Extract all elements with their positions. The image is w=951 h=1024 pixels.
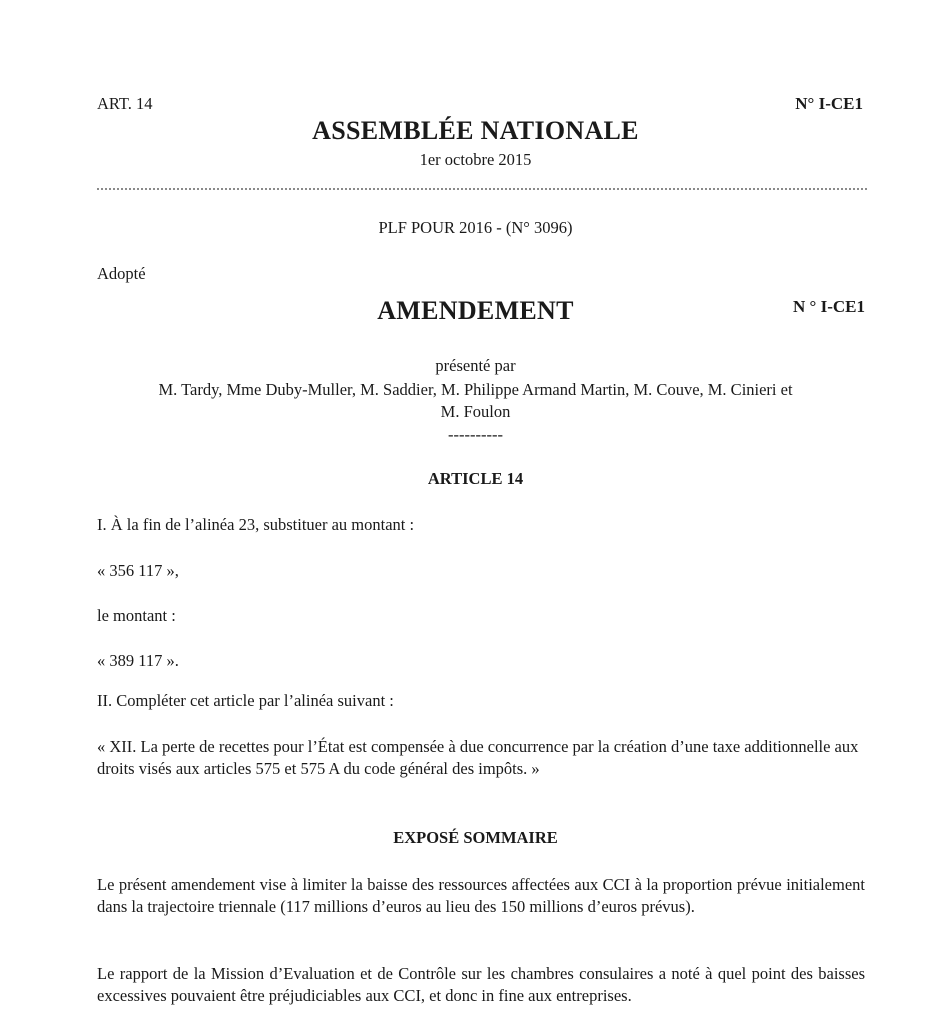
summary-heading: EXPOSÉ SOMMAIRE	[393, 828, 558, 847]
authors-separator: ----------	[448, 425, 503, 444]
article-paragraph: II. Compléter cet article par l’alinéa suivant :	[97, 691, 394, 710]
summary-paragraph: Le présent amendement vise à limiter la baisse des ressources affectées aux CCI à la proportion prévue initialement dans la trajectoire triennale (117 millions d’euros au lieu des 150 millions d’euros prévus).	[97, 875, 865, 916]
amendment-number-top: N° I-CE1	[795, 94, 863, 113]
presented-by-label: présenté par	[435, 356, 516, 375]
document-date: 1er octobre 2015	[419, 150, 532, 169]
authors-line-2: M. Foulon	[440, 402, 511, 421]
article-paragraph: le montant :	[97, 606, 176, 625]
article-paragraph: « 389 117 ».	[97, 651, 179, 670]
summary-paragraph: Le rapport de la Mission d’Evaluation et de Contrôle sur les chambres consulaires a noté à quel point des baisses excessives pouvaient être préjudiciables aux CCI, et donc in fine aux entreprises.	[97, 964, 865, 1005]
header-divider	[97, 188, 867, 190]
adoption-status: Adopté	[97, 264, 146, 283]
article-paragraph: I. À la fin de l’alinéa 23, substituer au montant :	[97, 515, 415, 534]
article-reference: ART. 14	[97, 94, 153, 113]
authors-line-1: M. Tardy, Mme Duby-Muller, M. Saddier, M. Philippe Armand Martin, M. Couve, M. Cinieri et	[158, 380, 793, 399]
amendment-title: AMENDEMENT	[377, 296, 574, 325]
article-heading: ARTICLE 14	[427, 469, 524, 488]
article-paragraph: « XII. La perte de recettes pour l’État est compensée à due concurrence par la création d’une taxe additionnelle aux droits visés aux articles 575 et 575 A du code général des impôts. »	[97, 737, 859, 778]
bill-reference: PLF POUR 2016 - (N° 3096)	[378, 218, 573, 237]
assembly-title: ASSEMBLÉE NATIONALE	[312, 116, 639, 145]
amendment-number: N ° I-CE1	[793, 297, 865, 316]
article-paragraph: « 356 117 »,	[97, 561, 179, 580]
